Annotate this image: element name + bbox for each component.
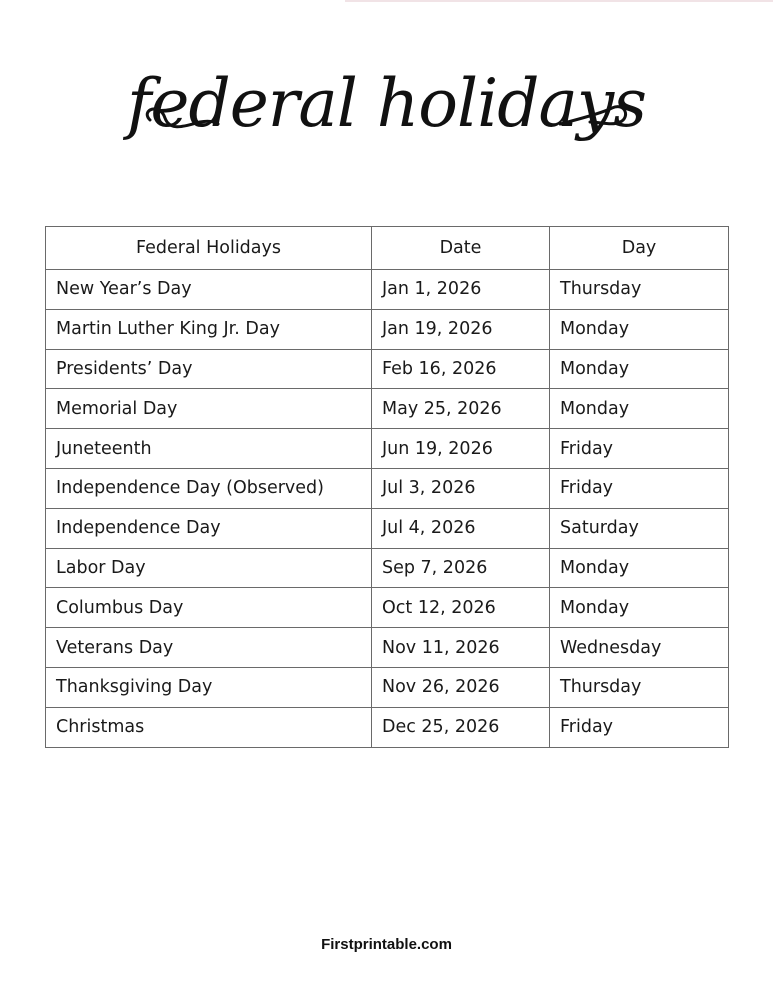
column-header-holiday: Federal Holidays: [46, 227, 372, 270]
table-row: [46, 468, 729, 508]
holiday-date-cell: Feb 16, 2026: [372, 349, 550, 389]
table-row: [46, 389, 729, 429]
column-header-day: Day: [550, 227, 729, 270]
holiday-day-cell: Thursday: [550, 667, 729, 707]
table-row: [46, 309, 729, 349]
table-row: [46, 270, 729, 310]
holiday-name-cell: Columbus Day: [46, 588, 372, 628]
holiday-day-cell: Monday: [550, 309, 729, 349]
holiday-day-cell: Monday: [550, 588, 729, 628]
holiday-day-cell: Friday: [550, 429, 729, 469]
page-title: federal holidays: [127, 65, 646, 142]
holiday-date-cell: Jun 19, 2026: [372, 429, 550, 469]
table-row: [46, 349, 729, 389]
holiday-day-cell: Monday: [550, 389, 729, 429]
holiday-day-cell: Friday: [550, 707, 729, 747]
holiday-date-cell: Nov 11, 2026: [372, 628, 550, 668]
holiday-day-cell: Saturday: [550, 508, 729, 548]
table-row: [46, 667, 729, 707]
holiday-date-cell: Nov 26, 2026: [372, 667, 550, 707]
holiday-day-cell: Thursday: [550, 270, 729, 310]
table-row: [46, 548, 729, 588]
holiday-date-cell: May 25, 2026: [372, 389, 550, 429]
holiday-name-cell: Veterans Day: [46, 628, 372, 668]
holiday-date-cell: Sep 7, 2026: [372, 548, 550, 588]
holiday-day-cell: Friday: [550, 468, 729, 508]
holiday-name-cell: Thanksgiving Day: [46, 667, 372, 707]
holiday-name-cell: Christmas: [46, 707, 372, 747]
holiday-day-cell: Wednesday: [550, 628, 729, 668]
holiday-day-cell: Monday: [550, 548, 729, 588]
holiday-name-cell: New Year’s Day: [46, 270, 372, 310]
table-row: [46, 628, 729, 668]
table-row: [46, 508, 729, 548]
table-header-row: [46, 227, 729, 270]
table-row: [46, 707, 729, 747]
holiday-name-cell: Independence Day: [46, 508, 372, 548]
holiday-name-cell: Independence Day (Observed): [46, 468, 372, 508]
federal-holidays-table: [45, 226, 729, 748]
top-accent-bar: [345, 0, 773, 2]
column-header-date: Date: [372, 227, 550, 270]
table-row: [46, 588, 729, 628]
holiday-name-cell: Juneteenth: [46, 429, 372, 469]
holiday-name-cell: Memorial Day: [46, 389, 372, 429]
holiday-name-cell: Martin Luther King Jr. Day: [46, 309, 372, 349]
holiday-date-cell: Jul 4, 2026: [372, 508, 550, 548]
footer-source-credit: Firstprintable.com: [321, 936, 452, 953]
page-title-block: [0, 52, 773, 182]
holiday-name-cell: Labor Day: [46, 548, 372, 588]
holiday-name-cell: Presidents’ Day: [46, 349, 372, 389]
holiday-date-cell: Jan 19, 2026: [372, 309, 550, 349]
holiday-date-cell: Jan 1, 2026: [372, 270, 550, 310]
table-row: [46, 429, 729, 469]
holiday-day-cell: Monday: [550, 349, 729, 389]
holiday-date-cell: Oct 12, 2026: [372, 588, 550, 628]
holiday-date-cell: Jul 3, 2026: [372, 468, 550, 508]
holiday-date-cell: Dec 25, 2026: [372, 707, 550, 747]
